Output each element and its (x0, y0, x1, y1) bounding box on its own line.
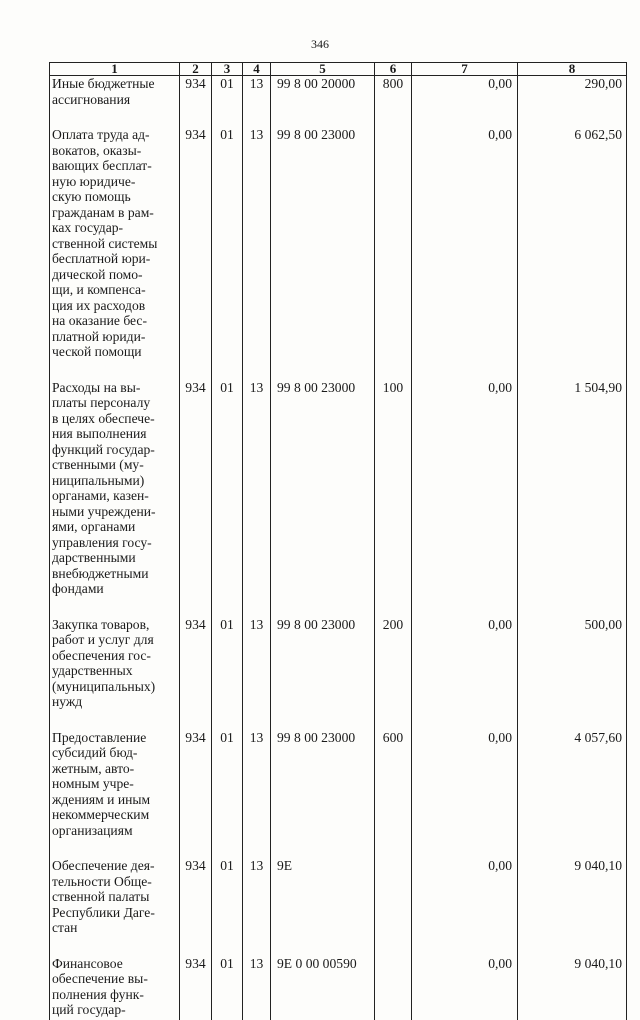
subsection-code: 13 (243, 858, 271, 956)
amount-col7: 0,00 (412, 380, 518, 617)
section-code: 01 (212, 380, 243, 617)
expense-type-code: 600 (375, 730, 412, 859)
table-row (50, 617, 627, 730)
expense-type-code: 800 (375, 76, 412, 128)
subsection-code: 13 (243, 956, 271, 1020)
target-article-code: 99 8 00 23000 (271, 617, 375, 730)
amount-col7: 0,00 (412, 858, 518, 956)
target-article-code: 99 8 00 20000 (271, 76, 375, 128)
ministry-code: 934 (180, 617, 212, 730)
expense-type-code (375, 127, 412, 380)
amount-col7: 0,00 (412, 76, 518, 128)
amount-col7: 0,00 (412, 730, 518, 859)
amount-col8: 6 062,50 (518, 127, 627, 380)
amount-col7: 0,00 (412, 956, 518, 1020)
amount-col8: 4 057,60 (518, 730, 627, 859)
column-header: 4 (243, 63, 271, 76)
subsection-code: 13 (243, 380, 271, 617)
ministry-code: 934 (180, 380, 212, 617)
ministry-code: 934 (180, 127, 212, 380)
amount-col8: 9 040,10 (518, 858, 627, 956)
subsection-code: 13 (243, 76, 271, 128)
target-article-code: 99 8 00 23000 (271, 380, 375, 617)
row-name: Предоставление субсидий бюд- жетным, авто- номным учре- ждениям и иным некоммерческим организациям (50, 730, 180, 859)
expense-type-code: 200 (375, 617, 412, 730)
subsection-code: 13 (243, 617, 271, 730)
column-header: 6 (375, 63, 412, 76)
row-name: Расходы на вы- платы персоналу в целях обеспече- ния выполнения функций государ- ственными (му- ниципальными) органами, казен- ными учреждени- ями, органами управления госу- дарственными внебюджетными фондами (50, 380, 180, 617)
target-article-code: 9Е 0 00 00590 (271, 956, 375, 1020)
row-name: Обеспечение дея- тельности Обще- ственной палаты Республики Даге- стан (50, 858, 180, 956)
table-row (50, 730, 627, 859)
amount-col8: 500,00 (518, 617, 627, 730)
table-row (50, 127, 627, 380)
amount-col8: 9 040,10 (518, 956, 627, 1020)
table-row (50, 380, 627, 617)
ministry-code: 934 (180, 858, 212, 956)
ministry-code: 934 (180, 956, 212, 1020)
target-article-code: 99 8 00 23000 (271, 127, 375, 380)
section-code: 01 (212, 858, 243, 956)
amount-col8: 1 504,90 (518, 380, 627, 617)
budget-table (49, 62, 627, 1020)
row-name: Оплата труда ад- вокатов, оказы- вающих бесплат- ную юридиче- скую помощь гражданам в рам- ках государ- ственной системы бесплатной юри- дической помо- щи, и компенса- ция их расходов на оказание бес- платной юриди- ческой помощи (50, 127, 180, 380)
expense-type-code (375, 858, 412, 956)
section-code: 01 (212, 617, 243, 730)
column-header: 1 (50, 63, 180, 76)
column-header: 5 (271, 63, 375, 76)
row-name: Финансовое обеспечение вы- полнения функ- ций государ- (50, 956, 180, 1020)
subsection-code: 13 (243, 127, 271, 380)
target-article-code: 9Е (271, 858, 375, 956)
table-row (50, 956, 627, 1020)
table-row (50, 858, 627, 956)
column-header: 3 (212, 63, 243, 76)
amount-col7: 0,00 (412, 127, 518, 380)
column-header: 8 (518, 63, 627, 76)
expense-type-code (375, 956, 412, 1020)
section-code: 01 (212, 127, 243, 380)
section-code: 01 (212, 730, 243, 859)
table-row (50, 76, 627, 128)
page-number: 346 (311, 37, 329, 51)
table-header-row (50, 63, 627, 76)
row-name: Иные бюджетные ассигнования (50, 76, 180, 128)
section-code: 01 (212, 76, 243, 128)
ministry-code: 934 (180, 730, 212, 859)
section-code: 01 (212, 956, 243, 1020)
row-name: Закупка товаров, работ и услуг для обеспечения гос- ударственных (муниципальных) нужд (50, 617, 180, 730)
ministry-code: 934 (180, 76, 212, 128)
amount-col8: 290,00 (518, 76, 627, 128)
column-header: 7 (412, 63, 518, 76)
amount-col7: 0,00 (412, 617, 518, 730)
target-article-code: 99 8 00 23000 (271, 730, 375, 859)
subsection-code: 13 (243, 730, 271, 859)
column-header: 2 (180, 63, 212, 76)
expense-type-code: 100 (375, 380, 412, 617)
